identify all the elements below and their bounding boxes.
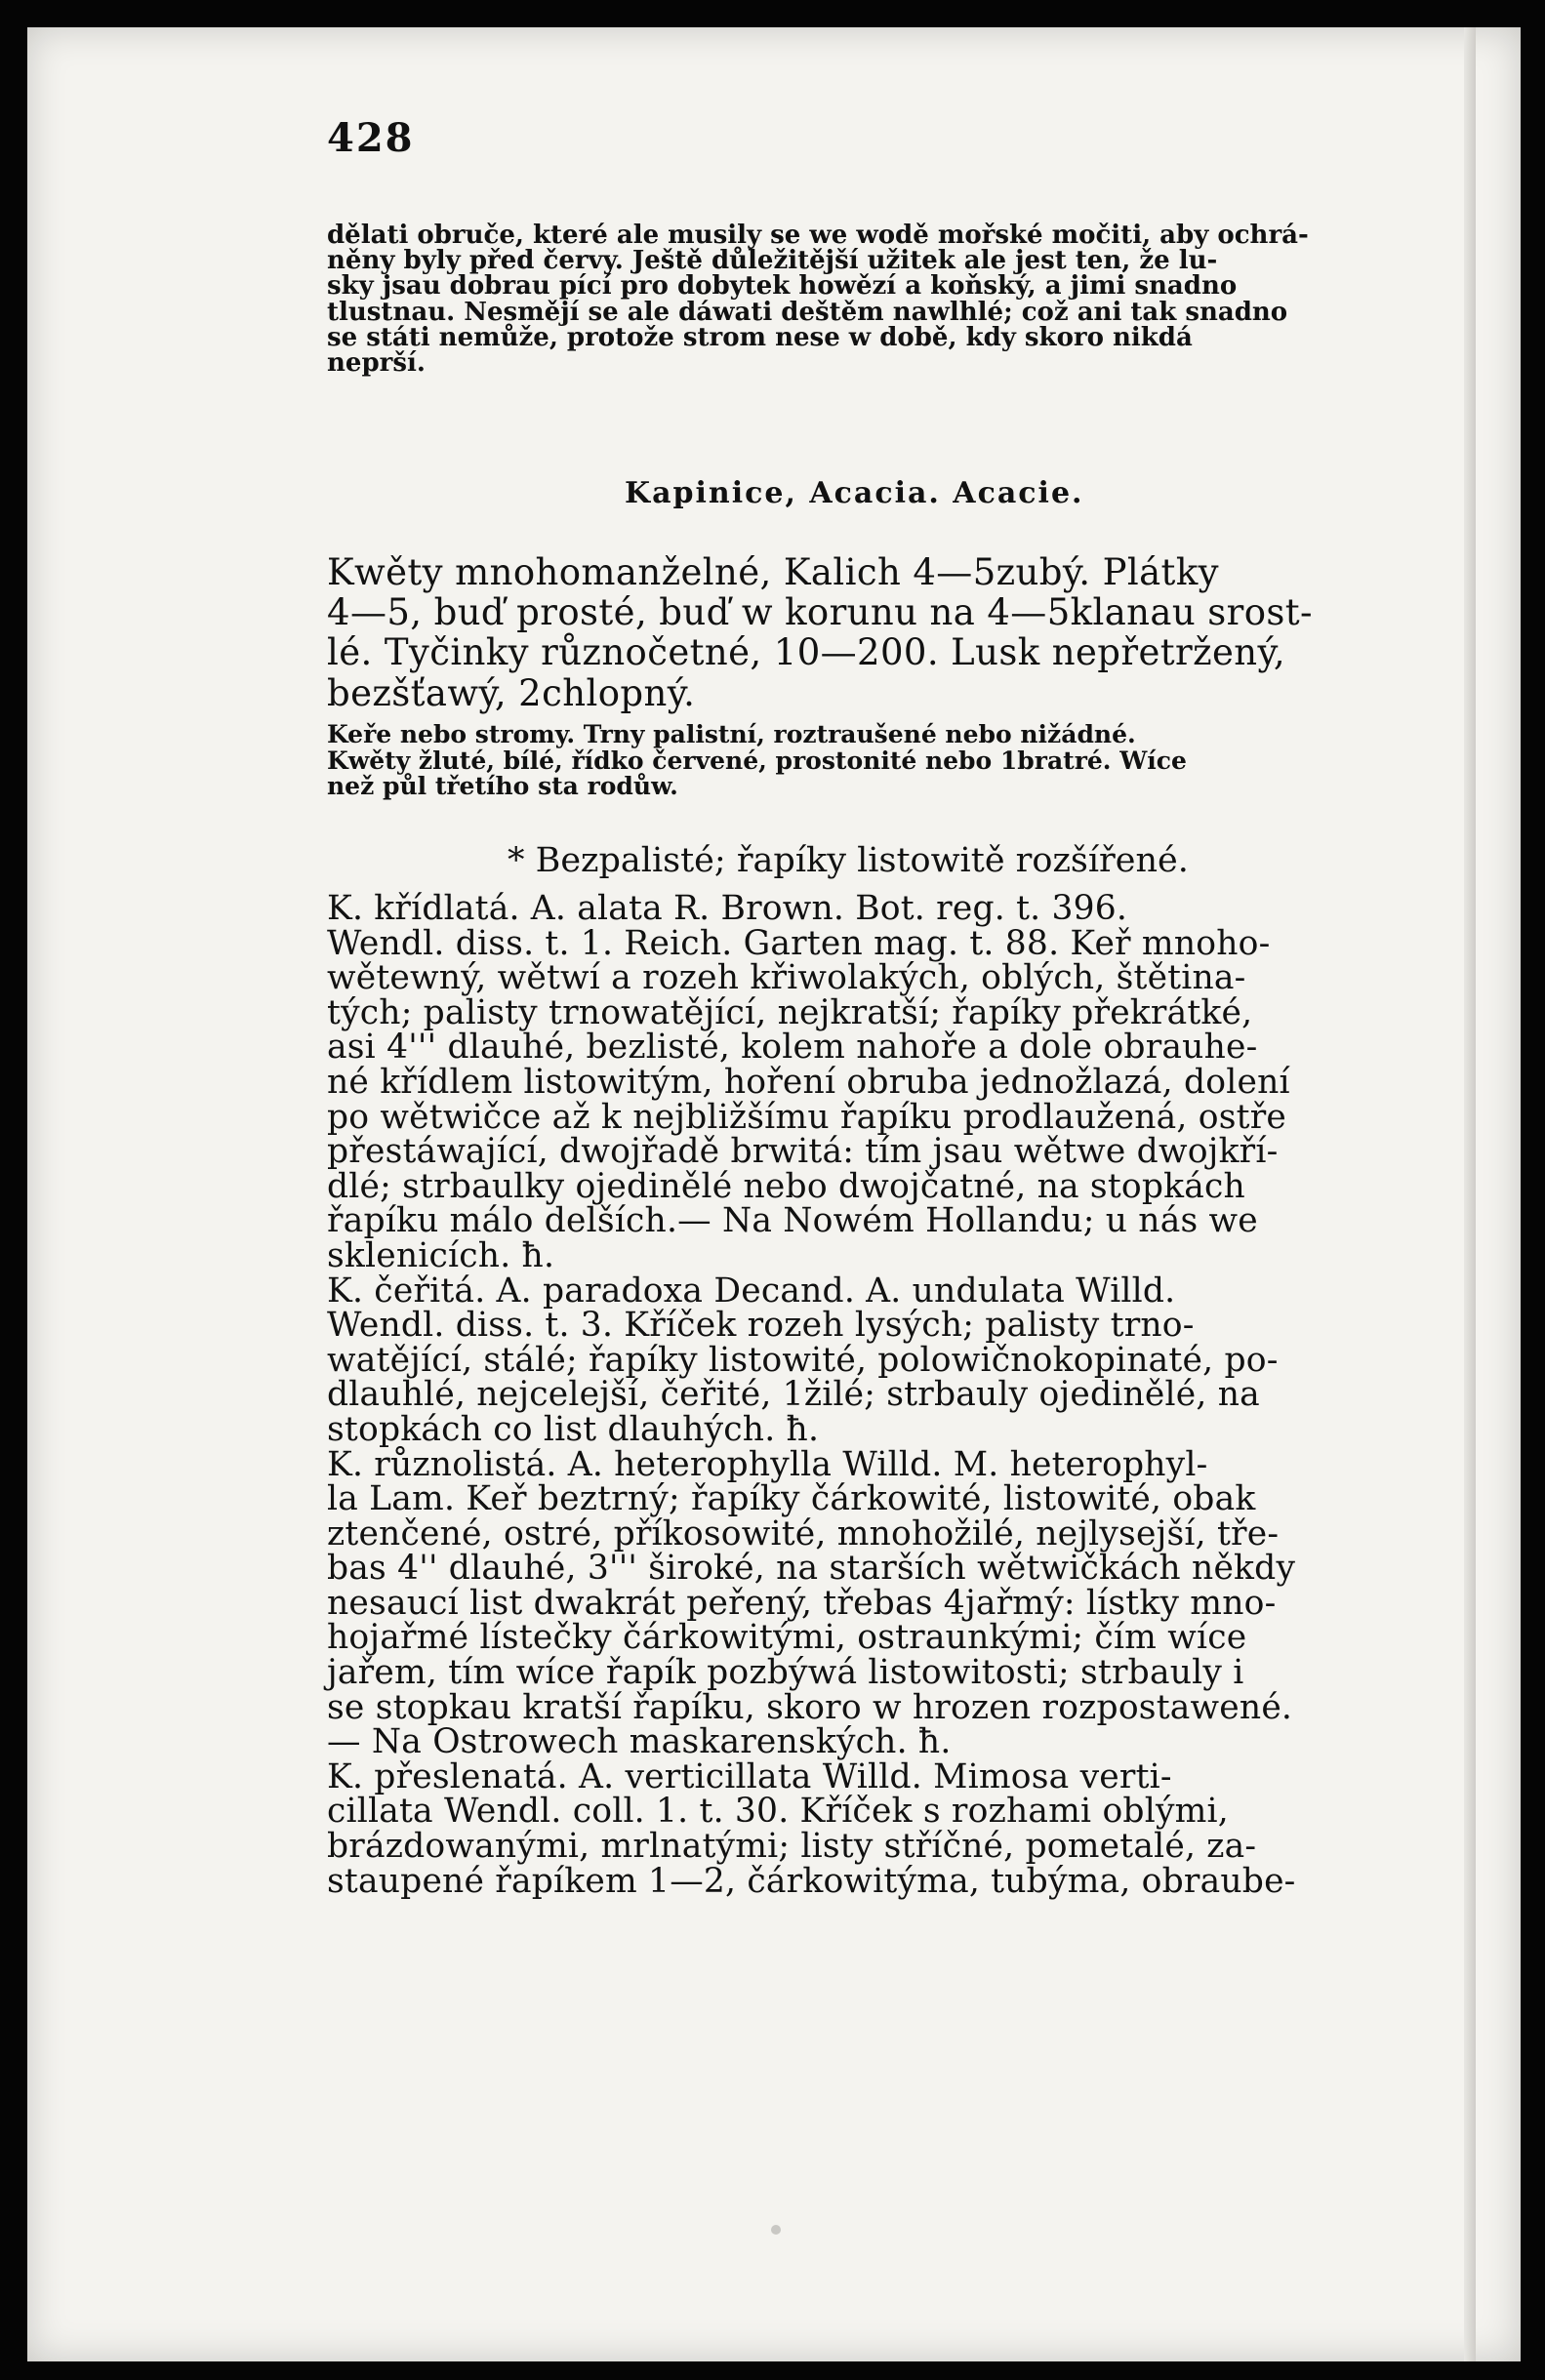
text-line: než půl třetího sta rodůw. xyxy=(327,772,678,800)
text-line: nesaucí list dwakrát peřený, třebas 4jařmý: lístky mno- xyxy=(327,1583,1277,1623)
text-line: wětewný, wětwí a rozeh křiwolakých, oblých, štětina- xyxy=(327,958,1246,998)
text-line: něny byly před červy. Ještě důležitější užitek ale jest ten, že lu- xyxy=(327,246,1218,276)
section-subheading: * Bezpalisté; řapíky listowitě rozšířené. xyxy=(508,841,1189,880)
genus-heading: Kapinice, Acacia. Acacie. xyxy=(625,476,1084,510)
text-line: Kwěty mnohomanželné, Kalich 4—5zubý. Plátky xyxy=(327,551,1219,593)
text-line: asi 4''' dlauhé, bezlisté, kolem nahoře a dole obrauhe- xyxy=(327,1028,1258,1068)
species-text xyxy=(327,889,1408,1901)
text-line: K. čeřitá. A. paradoxa Decand. A. undulata Willd. xyxy=(327,1271,1176,1311)
text-line: né křídlem listowitým, hoření obruba jednožlazá, dolení xyxy=(327,1062,1290,1102)
genus-intro xyxy=(327,552,1408,713)
text-line: K. přeslenatá. A. verticillata Willd. Mimosa verti- xyxy=(327,1756,1172,1796)
text-line: hojařmé lístečky čárkowitými, ostraunkými; čím wíce xyxy=(327,1618,1247,1658)
text-line: Keře nebo stromy. Trny palistní, roztraušené nebo nižádné. xyxy=(327,720,1136,748)
text-line: lé. Tyčinky různočetné, 10—200. Lusk nepřetržený, xyxy=(327,631,1286,674)
text-line: sky jsau dobrau pící pro dobytek howězí a koňský, a jimi snadno xyxy=(327,271,1238,302)
text-line: Wendl. diss. t. 3. Kříček rozeh lysých; palisty trno- xyxy=(327,1306,1195,1346)
text-line: přestáwající, dwojřadě brwitá: tím jsau wětwe dwojkří- xyxy=(327,1132,1279,1172)
text-line: cillata Wendl. coll. 1. t. 30. Kříček s rozhami oblými, xyxy=(327,1792,1229,1832)
text-line: 4—5, buď prosté, buď w korunu na 4—5klanau srost- xyxy=(327,591,1313,634)
text-line: K. křídlatá. A. alata R. Brown. Bot. reg. t. 396. xyxy=(327,889,1128,928)
ink-spot xyxy=(771,2225,781,2235)
text-line: bezšťawý, 2chlopný. xyxy=(327,671,696,714)
text-line: la Lam. Keř beztrný; řapíky čárkowité, listowité, obak xyxy=(327,1479,1256,1519)
paragraph-top xyxy=(327,221,1408,379)
text-line: — Na Ostrowech maskarenských. ħ. xyxy=(327,1722,952,1762)
text-line: sklenicích. ħ. xyxy=(327,1235,555,1275)
text-line: brázdowanými, mrlnatými; listy stříčné, pometalé, za- xyxy=(327,1827,1257,1867)
page-edge xyxy=(1464,27,1476,2361)
text-line: Wendl. diss. t. 1. Reich. Garten mag. t. 88. Keř mnoho- xyxy=(327,923,1271,963)
text-line: dlauhlé, nejcelejší, čeřité, 1žilé; strbauly ojedinělé, na xyxy=(327,1375,1260,1415)
text-line: po wětwičce až k nejbližšímu řapíku prodlaužená, ostře xyxy=(327,1097,1286,1137)
text-line: Kwěty žluté, bílé, řídko červené, prostonité nebo 1bratré. Wíce xyxy=(327,746,1187,775)
text-line: bas 4'' dlauhé, 3''' široké, na starších wětwičkách někdy xyxy=(327,1549,1296,1589)
page-number: 428 xyxy=(327,115,415,161)
text-line: dělati obruče, které ale musily se we wodě mořské močiti, aby ochrá- xyxy=(327,221,1309,250)
text-line: dlé; strbaulky ojedinělé nebo dwojčatné, na stopkách xyxy=(327,1166,1245,1206)
text-line: tých; palisty trnowatějící, nejkratší; řapíky překrátké, xyxy=(327,992,1253,1032)
text-line: staupené řapíkem 1—2, čárkowitýma, tubýma, obraube- xyxy=(327,1861,1296,1901)
genus-description xyxy=(327,722,1408,800)
text-line: neprší. xyxy=(327,348,426,379)
text-line: se státi nemůže, protože strom nese w době, kdy skoro nikdá xyxy=(327,322,1193,352)
text-line: jařem, tím wíce řapík pozbýwá listowitosti; strbauly i xyxy=(327,1653,1244,1693)
text-line: stopkách co list dlauhých. ħ. xyxy=(327,1409,820,1449)
text-line: ztenčené, ostré, příkosowité, mnohožilé, nejlysejší, tře- xyxy=(327,1513,1280,1553)
text-line: K. různolistá. A. heterophylla Willd. M. heterophyl- xyxy=(327,1444,1208,1484)
text-line: řapíku málo delších.— Na Nowém Hollandu; u nás we xyxy=(327,1201,1258,1241)
text-line: tlustnau. Nesmějí se ale dáwati deštěm nawlhlé; což ani tak snadno xyxy=(327,297,1288,327)
text-line: se stopkau kratší řapíku, skoro w hrozen rozpostawené. xyxy=(327,1687,1293,1727)
text-line: watějící, stálé; řapíky listowité, polowičnokopinaté, po- xyxy=(327,1340,1279,1380)
